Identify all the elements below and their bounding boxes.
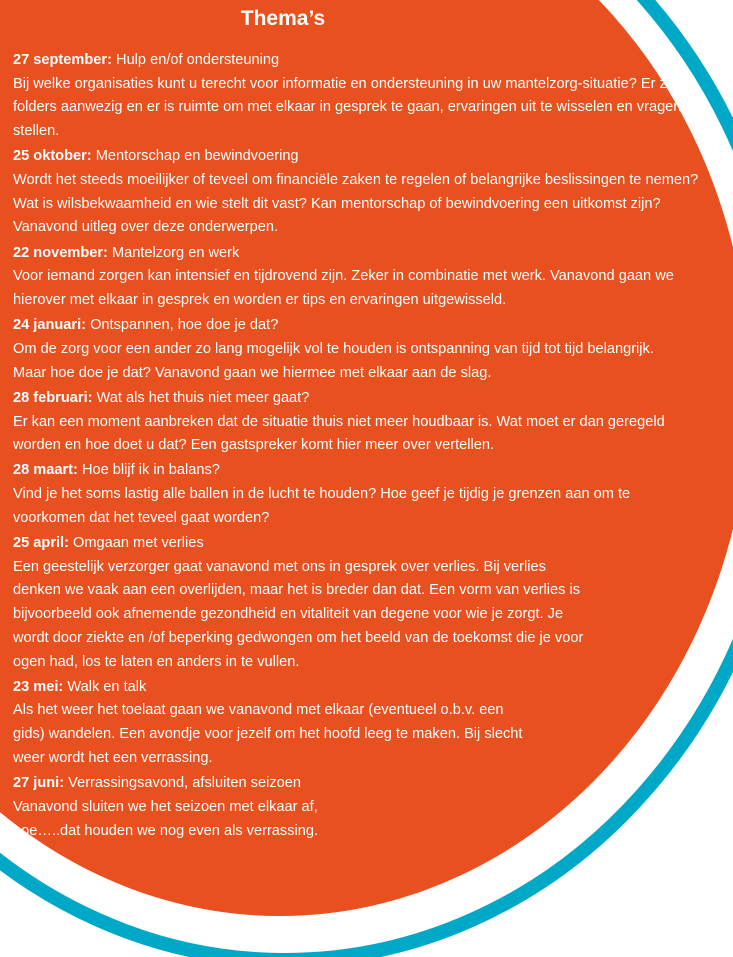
theme-description: Bij welke organisaties kunt u terecht voor informatie en ondersteuning in uw mantelzorg-situatie? Er zijn folders aanwezig en er is ruimte om met elkaar in gesprek te gaan, ervaringen uit te wisselen en vragen te stellen. [13,75,698,140]
theme-description: Een geestelijk verzorger gaat vanavond met ons in gesprek over verlies. Bij verlies denken we vaak aan een overlijden, maar het is breder dan dat. Een vorm van verlies is bijvoorbeeld ook afnemende gezondheid en vitaliteit van degene voor wie je zorgt. Je wordt door ziekte en /of beperking gedwongen om het beeld van de toekomst die je voor ogen had, los te laten en anders in te vullen. [13,558,584,670]
theme-item-februari [13,387,719,458]
theme-date: 28 maart: [13,462,78,479]
theme-item-januari [13,314,719,385]
theme-date: 24 januari: [13,317,86,334]
theme-description: Er kan een moment aanbreken dat de situatie thuis niet meer houdbaar is. Wat moet er dan geregeld worden en hoe doet u dat? Een gastspreker komt hier meer over vertellen. [13,413,665,454]
theme-date: 22 november: [13,244,108,261]
theme-item-maart [13,459,719,530]
theme-topic: Hoe blijf ik in balans? [81,462,220,479]
theme-topic: Wat als het thuis niet meer gaat? [96,389,310,406]
theme-topic: Verrassingsavond, afsluiten seizoen [68,775,301,792]
theme-item-mei [13,676,719,771]
theme-date: 25 april: [13,535,69,552]
theme-date: 23 mei: [13,678,64,695]
theme-item-oktober [13,145,719,240]
theme-item-november [13,242,719,313]
theme-topic: Mentorschap en bewindvoering [95,148,299,165]
theme-topic: Ontspannen, hoe doe je dat? [90,317,279,334]
theme-description: Vanavond sluiten we het seizoen met elkaar af, hoe…..dat houden we nog even als verrassing. [13,798,319,839]
theme-date: 27 september: [13,52,112,68]
theme-date: 28 februari: [13,389,93,406]
theme-description: Wordt het steeds moeilijker of teveel om financiële zaken te regelen of belangrijke beslissingen te nemen? Wat is wilsbekwaamheid en wie stelt dit vast? Kan mentorschap of bewindvoering een uitkomst zijn? Vanavond uitleg over deze onderwerpen. [13,172,699,236]
theme-topic: Omgaan met verlies [73,535,204,552]
theme-description: Om de zorg voor een ander zo lang mogelijk vol te houden is ontspanning van tijd tot tijd belangrijk. Maar hoe doe je dat? Vanavond gaan we hiermee met elkaar aan de slag. [13,340,654,381]
theme-item-april [13,532,719,674]
theme-date: 27 juni: [13,775,65,792]
theme-item-juni [13,772,719,843]
theme-topic: Hulp en/of ondersteuning [116,52,280,68]
theme-date: 25 oktober: [13,148,92,165]
page-title: Thema’s [240,7,326,30]
theme-topic: Walk en talk [67,678,147,695]
theme-description: Vind je het soms lastig alle ballen in de lucht te houden? Hoe geef je tijdig je grenzen aan om te voorkomen dat het teveel gaat worden? [13,486,631,526]
theme-item-september [13,49,719,144]
theme-description: Voor iemand zorgen kan intensief en tijdrovend zijn. Zeker in combinatie met werk. Vanavond gaan we hierover met elkaar in gesprek en worden er tips en ervaringen uitgewisseld. [13,268,674,309]
theme-topic: Mantelzorg en werk [111,244,240,261]
theme-description: Als het weer het toelaat gaan we vanavond met elkaar (eventueel o.b.v. een gids) wandelen. Een avondje voor jezelf om het hoofd leeg te maken. Bij slecht weer wordt het een verrassing. [13,702,523,766]
themes-list [13,49,719,845]
